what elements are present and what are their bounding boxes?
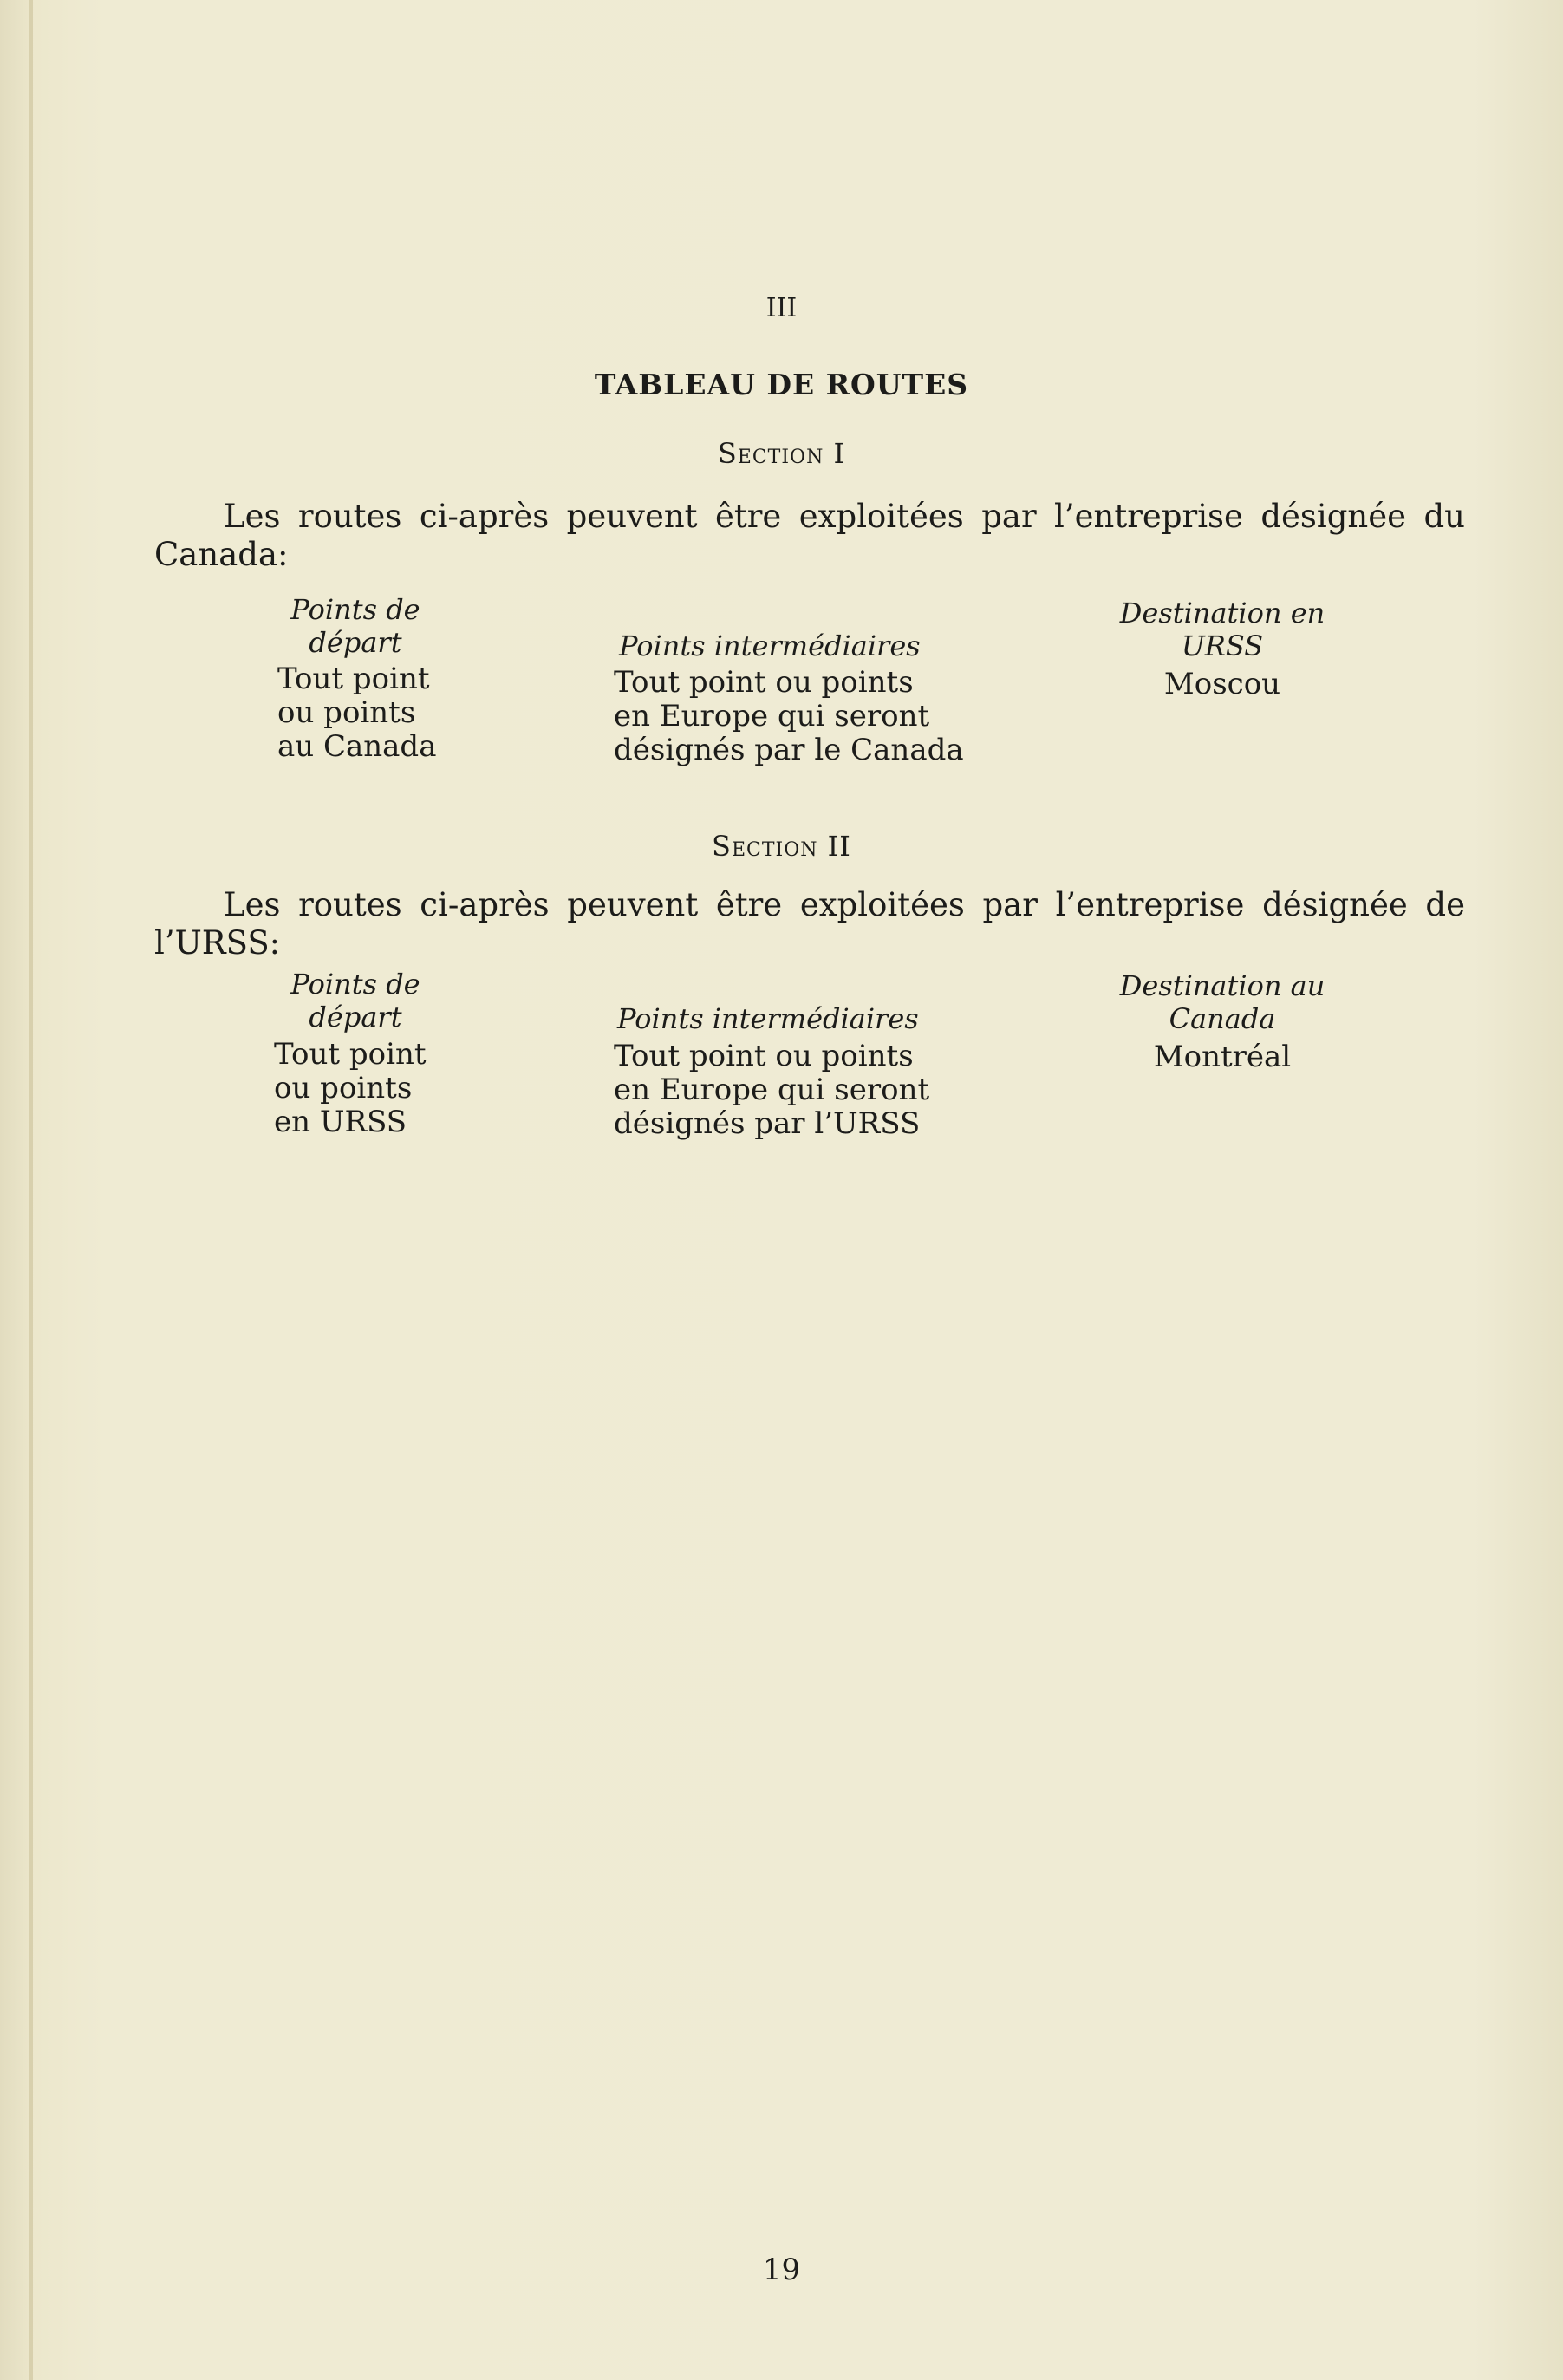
col-header-intermediate-2 (617, 1002, 1033, 1035)
col-header-departure-2 (260, 968, 451, 1034)
cell-line: en Europe qui seront (614, 1073, 930, 1107)
col-header-line: Points de (290, 968, 420, 1001)
cell-line: Tout point ou points (614, 665, 914, 700)
page-title: TABLEAU DE ROUTES (594, 368, 969, 401)
cell-line: Tout point (277, 662, 430, 696)
col-header-line: départ (309, 1001, 402, 1034)
col-header-line: Canada (1169, 1002, 1276, 1035)
col-header-line: Points intermédiaires (617, 1002, 919, 1035)
col-values-destination-2 (1101, 1040, 1344, 1074)
col-values-intermediate-1 (614, 666, 1030, 767)
section-intro-2: Les routes ci-après peuvent être exploitées par l’entreprise désignée de l’URSS: (154, 886, 1465, 962)
cell-line: Tout point (274, 1037, 427, 1072)
col-header-departure-1 (260, 593, 451, 659)
section-intro-1: Les routes ci-après peuvent être exploitées par l’entreprise désignée du Canada: (154, 498, 1465, 573)
col-header-line: Destination au (1119, 969, 1325, 1002)
col-header-line: URSS (1181, 629, 1264, 662)
col-values-departure-1 (277, 662, 468, 764)
cell-line: Tout point ou points (614, 1039, 914, 1073)
cell-line: ou points (277, 695, 416, 730)
section-heading-2: Section II (712, 830, 851, 863)
col-header-line: Points intermédiaires (619, 629, 921, 662)
cell-line: Moscou (1163, 667, 1281, 701)
cell-line: désignés par le Canada (614, 733, 964, 767)
col-header-destination-1 (1101, 597, 1344, 662)
col-header-line: Destination en (1119, 597, 1325, 629)
col-header-line: départ (309, 626, 402, 659)
col-header-destination-2 (1101, 969, 1344, 1035)
cell-line: au Canada (277, 729, 437, 764)
cell-line: Montréal (1153, 1040, 1292, 1074)
page-number: 19 (762, 2253, 801, 2287)
page-edge-shadow (29, 0, 33, 2380)
cell-line: en URSS (274, 1105, 407, 1139)
col-values-intermediate-2 (614, 1040, 1030, 1141)
col-header-intermediate-1 (619, 629, 1035, 662)
annex-number: III (765, 293, 798, 323)
cell-line: ou points (274, 1071, 413, 1105)
section-heading-1: Section I (717, 437, 846, 470)
col-values-destination-1 (1101, 668, 1344, 701)
cell-line: désignés par l’URSS (614, 1106, 921, 1141)
col-header-line: Points de (290, 593, 420, 626)
cell-line: en Europe qui seront (614, 699, 930, 734)
col-values-departure-2 (274, 1038, 465, 1139)
